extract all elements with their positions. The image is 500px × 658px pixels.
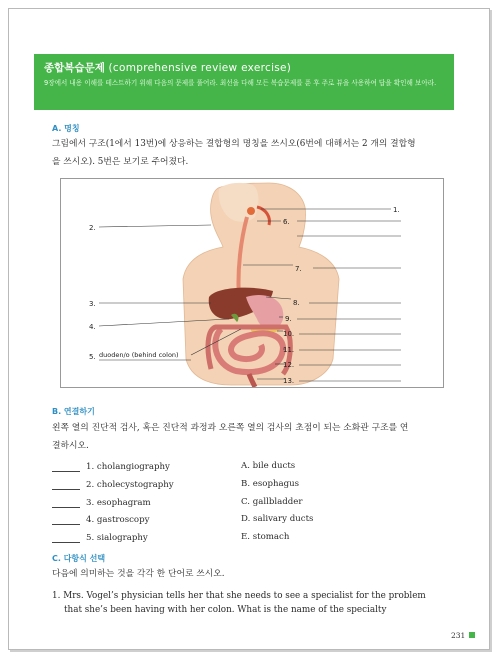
example-answer: duoden/o (behind colon) [99, 351, 179, 359]
answer-blank[interactable] [52, 479, 80, 490]
section-c-label: C. 다항식 선택 [52, 554, 106, 563]
match-right-item: C. gallbladder [241, 497, 303, 507]
match-left-item: 2. cholecystography [52, 479, 174, 490]
match-left-item: 3. esophagram [52, 497, 151, 508]
figure-label-2: 2. [89, 224, 96, 232]
match-left-item: 5. sialography [52, 532, 148, 543]
match-right-item: D. salivary ducts [241, 514, 314, 524]
header-title-ko: 종합복습문제 [44, 62, 105, 74]
page-number: 231 [451, 631, 466, 640]
section-c-question-line-2: that she’s been having with her colon. What is the name of the specialty [64, 605, 387, 615]
figure-label-6: 6. [283, 218, 290, 226]
figure-label-10: 10. [283, 330, 295, 338]
figure-label-9: 9. [285, 315, 292, 323]
section-c-instructions: 다음에 의미하는 것을 각각 한 단어로 쓰시오. [52, 569, 225, 579]
digestive-system-figure [60, 178, 444, 388]
header-description: 9장에서 내용 이해를 테스트하기 위해 다음의 문제를 풀어라. 최선을 다해 모든 복습문제를 푼 후 주로 뷰을 사용하여 답을 확인해 보아라. [44, 79, 437, 87]
header-title-en: (comprehensive review exercise) [108, 62, 292, 74]
anatomy-illustration [61, 179, 443, 387]
match-left-item: 1. cholangiography [52, 461, 170, 472]
answer-blank[interactable] [52, 461, 80, 472]
section-a-label: A. 명칭 [52, 124, 80, 133]
page-number-marker [469, 632, 475, 638]
mouth-region [247, 207, 255, 215]
section-b-instructions-2: 결하시오. [52, 441, 89, 451]
header-title [44, 60, 291, 75]
figure-label-4: 4. [89, 323, 96, 331]
leader-line-2 [99, 225, 211, 227]
figure-label-5: 5. [89, 353, 96, 361]
figure-label-13: 13. [283, 377, 295, 385]
match-right-item: A. bile ducts [241, 461, 296, 471]
match-right-item: B. esophagus [241, 479, 300, 489]
section-a-instructions-2: 을 쓰시오). 5번은 보기로 주어졌다. [52, 157, 189, 167]
figure-label-1: 1. [393, 206, 400, 214]
section-c-question-line-1: 1. Mrs. Vogel’s physician tells her that she needs to see a specialist for the problem [52, 591, 426, 601]
answer-blank[interactable] [52, 514, 80, 525]
figure-label-8: 8. [293, 299, 300, 307]
section-b-instructions-1: 왼쪽 열의 진단적 검사, 혹은 진단적 과정과 오른쪽 열의 검사의 초점이 되는 소화관 구조를 연 [52, 423, 409, 433]
section-a-instructions-1: 그림에서 구조(1에서 13번)에 상응하는 결합형의 명칭을 쓰시오(6번에 대해서는 2 개의 결합형 [52, 139, 416, 149]
answer-blank[interactable] [52, 532, 80, 543]
match-left-item: 4. gastroscopy [52, 514, 149, 525]
match-right-item: E. stomach [241, 532, 290, 542]
section-b-label: B. 연결하기 [52, 407, 95, 416]
header-box [34, 54, 454, 110]
answer-blank[interactable] [52, 497, 80, 508]
figure-label-12: 12. [283, 361, 295, 369]
figure-label-3: 3. [89, 300, 96, 308]
figure-label-7: 7. [295, 265, 302, 273]
figure-label-11: 11. [283, 346, 295, 354]
